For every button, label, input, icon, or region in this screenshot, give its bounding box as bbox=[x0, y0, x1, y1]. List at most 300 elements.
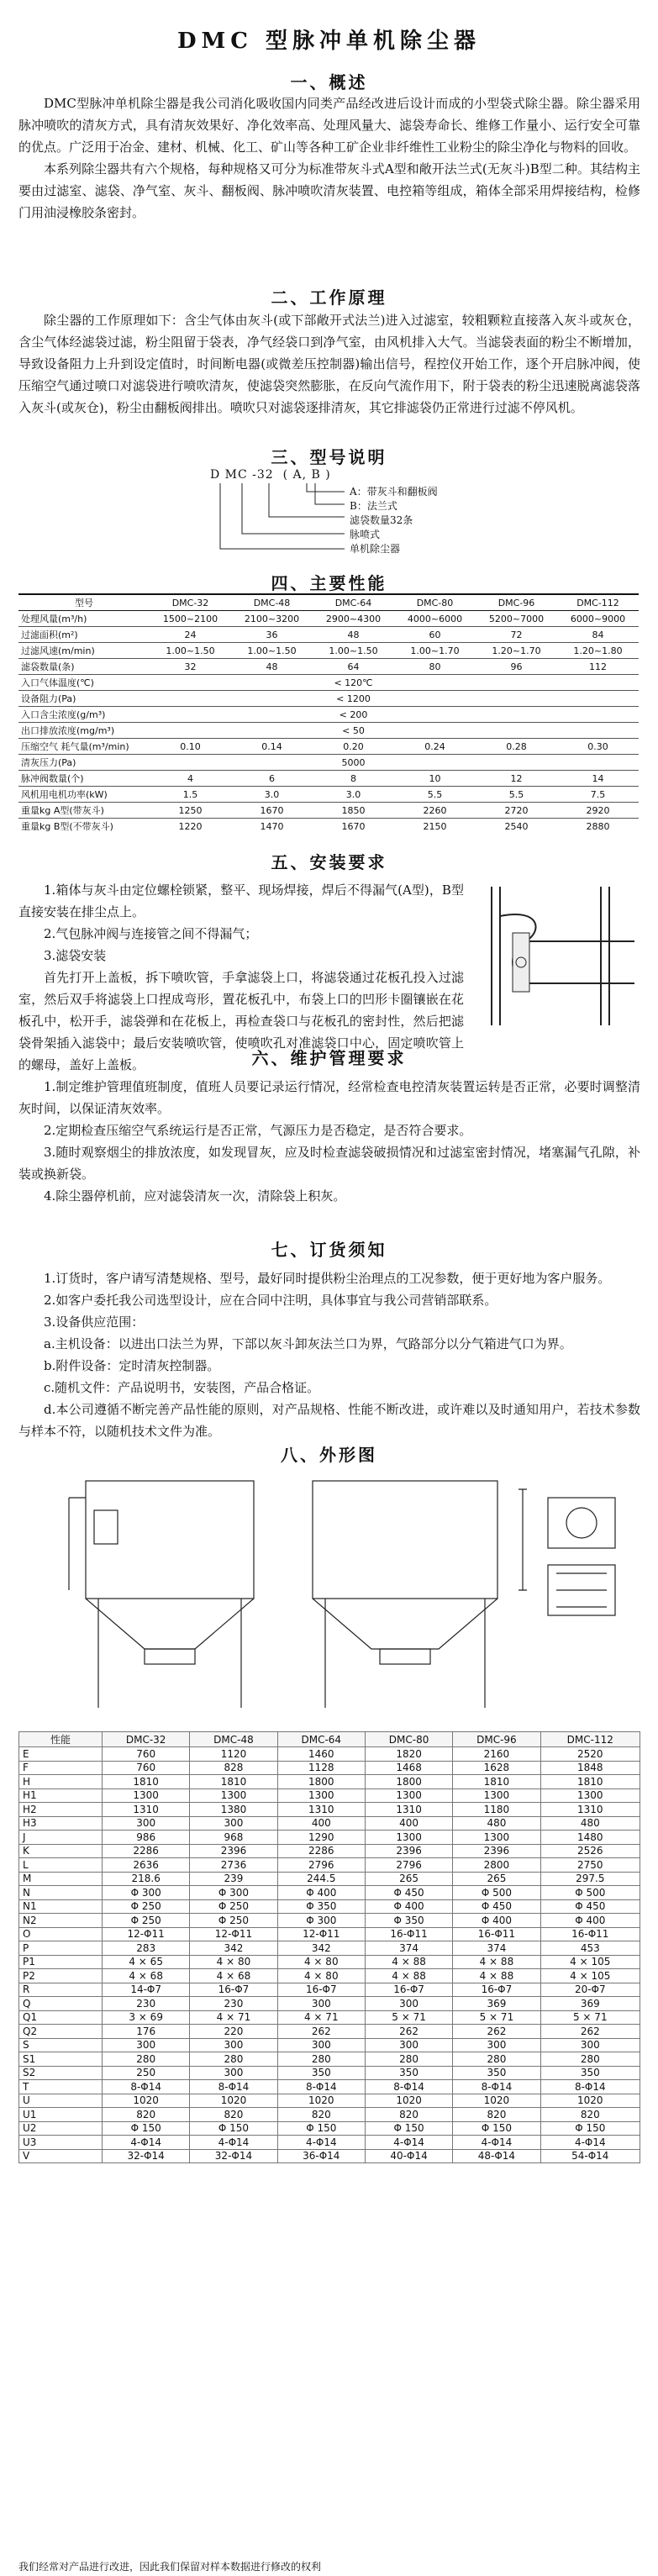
performance-row bbox=[18, 611, 639, 627]
performance-table bbox=[18, 593, 639, 834]
dimensions-cell: 250 bbox=[103, 2066, 190, 2080]
dimensions-cell: 176 bbox=[103, 2025, 190, 2039]
order-item: 2.如客户委托我公司选型设计，应在合同中注明，具体事宜与我公司营销部联系。 bbox=[44, 1293, 497, 1308]
dimensions-cell: Φ 250 bbox=[103, 1899, 190, 1914]
dimensions-cell: S bbox=[19, 2038, 103, 2052]
dimensions-cell: 1300 bbox=[103, 1788, 190, 1803]
performance-cell: 0.10 bbox=[150, 739, 231, 755]
performance-cell: 1670 bbox=[231, 803, 313, 819]
performance-row bbox=[18, 707, 639, 723]
dimensions-cell: 300 bbox=[190, 2066, 277, 2080]
performance-cell bbox=[231, 723, 313, 739]
dimensions-row bbox=[19, 1899, 640, 1914]
performance-cell bbox=[150, 675, 231, 691]
performance-cell bbox=[231, 675, 313, 691]
performance-cell bbox=[394, 691, 476, 707]
dimensions-row bbox=[19, 2094, 640, 2108]
dimensions-cell: 297.5 bbox=[540, 1872, 640, 1886]
dimensions-cell: 820 bbox=[277, 2108, 365, 2122]
performance-cell: 压缩空气 耗气量(m³/min) bbox=[18, 739, 150, 755]
performance-table-body bbox=[18, 611, 639, 835]
dimensions-cell: 20-Φ7 bbox=[540, 1983, 640, 1997]
dimensions-cell: 1820 bbox=[365, 1747, 452, 1762]
dimensions-cell: 16-Φ7 bbox=[190, 1983, 277, 1997]
dimensions-cell: 1128 bbox=[277, 1761, 365, 1775]
maintain-item: 4.除尘器停机前，应对滤袋清灰一次，清除袋上积灰。 bbox=[44, 1188, 346, 1204]
performance-cell: 2260 bbox=[394, 803, 476, 819]
performance-cell bbox=[557, 691, 639, 707]
dimensions-cell: R bbox=[19, 1983, 103, 1997]
dimensions-cell: 4 × 80 bbox=[190, 1955, 277, 1969]
section-heading-order: 七、订货须知 bbox=[271, 1240, 387, 1260]
dimensions-cell: 16-Φ11 bbox=[540, 1927, 640, 1941]
performance-cell: 重量kg B型(不带灰斗) bbox=[18, 819, 150, 835]
outline-dimensions-table bbox=[18, 1731, 640, 2163]
dimensions-cell: Φ 400 bbox=[365, 1899, 452, 1914]
dimensions-cell: 8-Φ14 bbox=[453, 2080, 540, 2094]
performance-cell: 72 bbox=[476, 627, 557, 643]
performance-cell: 5.5 bbox=[476, 787, 557, 803]
install-item: 1.箱体与灰斗由定位螺栓锁紧，整平、现场焊接，焊后不得漏气(A型)，B型直接安装在排尘点上。 bbox=[18, 882, 464, 919]
dimensions-cell: 300 bbox=[365, 2038, 452, 2052]
dimensions-row bbox=[19, 2038, 640, 2052]
maintain-item: 2.定期检查压缩空气系统运行是否正常，气源压力是否稳定，是否符合要求。 bbox=[44, 1123, 472, 1138]
dimensions-cell: 54-Φ14 bbox=[540, 2149, 640, 2163]
performance-cell: 14 bbox=[557, 771, 639, 787]
dimensions-cell: 1300 bbox=[453, 1788, 540, 1803]
dimensions-cell: 374 bbox=[365, 1941, 452, 1956]
performance-cell bbox=[476, 723, 557, 739]
dimensions-row bbox=[19, 1816, 640, 1831]
dimensions-cell: 16-Φ11 bbox=[365, 1927, 452, 1941]
dimensions-cell: 2796 bbox=[277, 1858, 365, 1873]
dimensions-cell: 1290 bbox=[277, 1831, 365, 1845]
dimensions-cell: T bbox=[19, 2080, 103, 2094]
maintain-item: 1.制定维护管理值班制度，值班人员要记录运行情况，经常检查电控清灰装置运转是否正常，必要时调整清灰时间，以保证清灰效率。 bbox=[18, 1079, 640, 1116]
dimensions-cell: 16-Φ7 bbox=[277, 1983, 365, 1997]
order-text bbox=[18, 1267, 640, 1442]
performance-header-cell: DMC-32 bbox=[150, 594, 231, 611]
dimensions-cell: 300 bbox=[365, 1997, 452, 2011]
outline-drawings bbox=[18, 1472, 640, 1725]
dimensions-cell: 1300 bbox=[365, 1831, 452, 1845]
dimensions-cell: 280 bbox=[190, 2052, 277, 2067]
dimensions-cell: Φ 400 bbox=[277, 1886, 365, 1900]
performance-cell: 清灰压力(Pa) bbox=[18, 755, 150, 771]
performance-cell: 3.0 bbox=[313, 787, 394, 803]
performance-row bbox=[18, 659, 639, 675]
dimensions-cell: 5 × 71 bbox=[540, 2010, 640, 2025]
performance-cell: 2920 bbox=[557, 803, 639, 819]
dimensions-cell: H2 bbox=[19, 1803, 103, 1817]
dimensions-cell: 2160 bbox=[453, 1747, 540, 1762]
performance-cell: 处理风量(m³/h) bbox=[18, 611, 150, 627]
maintain-text bbox=[18, 1076, 640, 1207]
dimensions-cell: 2796 bbox=[365, 1858, 452, 1873]
performance-cell: 1.00~1.50 bbox=[231, 643, 313, 659]
section-heading-maintain: 六、维护管理要求 bbox=[251, 1048, 407, 1068]
dimensions-cell: 4 × 80 bbox=[277, 1955, 365, 1969]
dimensions-cell: 350 bbox=[453, 2066, 540, 2080]
dimensions-cell: Φ 150 bbox=[365, 2121, 452, 2136]
dimensions-row bbox=[19, 1997, 640, 2011]
dimensions-cell: 1810 bbox=[453, 1775, 540, 1789]
dimensions-cell: Q1 bbox=[19, 2010, 103, 2025]
performance-cell: 0.24 bbox=[394, 739, 476, 755]
performance-cell: 1500~2100 bbox=[150, 611, 231, 627]
performance-cell bbox=[476, 691, 557, 707]
bag-installation-drawing bbox=[475, 882, 643, 1030]
dimensions-cell: 1310 bbox=[277, 1803, 365, 1817]
model-code-diagram bbox=[210, 466, 479, 567]
performance-cell: 2100~3200 bbox=[231, 611, 313, 627]
dimensions-cell: 262 bbox=[453, 2025, 540, 2039]
performance-cell: 1.00~1.50 bbox=[313, 643, 394, 659]
dimensions-cell: 400 bbox=[365, 1816, 452, 1831]
dimensions-cell: 4-Φ14 bbox=[103, 2136, 190, 2150]
dimensions-cell: Φ 250 bbox=[190, 1914, 277, 1928]
performance-cell: < 200 bbox=[313, 707, 394, 723]
dimensions-cell: 262 bbox=[277, 2025, 365, 2039]
performance-cell: 24 bbox=[150, 627, 231, 643]
dimensions-cell: H3 bbox=[19, 1816, 103, 1831]
dimensions-cell: 218.6 bbox=[103, 1872, 190, 1886]
dimensions-row bbox=[19, 2010, 640, 2025]
dimensions-cell: 220 bbox=[190, 2025, 277, 2039]
performance-cell bbox=[557, 723, 639, 739]
dimensions-cell: Φ 300 bbox=[103, 1886, 190, 1900]
dimensions-cell: 4 × 88 bbox=[365, 1955, 452, 1969]
dimensions-cell: Φ 300 bbox=[277, 1914, 365, 1928]
dimensions-cell: 820 bbox=[103, 2108, 190, 2122]
principle-paragraph: 除尘器的工作原理如下：含尘气体由灰斗(或下部敞开式法兰)进入过滤室，较粗颗粒直接落入灰斗或灰仓，含尘气体经滤袋过滤，粉尘阻留于袋表，净气经袋口到净气室，由风机排入大气。当滤袋表面的粉尘不断增加，导致设备阻力上升到设定值时，时间断电器(或微差压控制器)输出信号，程控仪开始工作，逐个开启脉冲阀，使压缩空气通过喷口对滤袋进行喷吹清灰，使滤袋突然膨胀，在反向气流作用下，附于袋表的粉尘迅速脱离滤袋落入灰斗(或灰仓)，粉尘由翻板阀排出。喷吹只对滤袋逐排清灰，其它排滤袋仍正常进行过滤不停风机。 bbox=[18, 313, 640, 415]
dimensions-cell: 12-Φ11 bbox=[277, 1927, 365, 1941]
dimensions-row bbox=[19, 1761, 640, 1775]
dimensions-cell: O bbox=[19, 1927, 103, 1941]
dimensions-row bbox=[19, 1775, 640, 1789]
performance-cell: 6000~9000 bbox=[557, 611, 639, 627]
performance-cell: 5200~7000 bbox=[476, 611, 557, 627]
dimensions-cell: 1628 bbox=[453, 1761, 540, 1775]
dimensions-cell: 8-Φ14 bbox=[103, 2080, 190, 2094]
dimensions-cell: 230 bbox=[190, 1997, 277, 2011]
performance-cell: 2540 bbox=[476, 819, 557, 835]
model-code-leader-lines bbox=[210, 466, 479, 567]
dimensions-cell: 2286 bbox=[103, 1844, 190, 1858]
performance-cell: 1850 bbox=[313, 803, 394, 819]
performance-header-row bbox=[18, 594, 639, 611]
dimensions-cell: 1380 bbox=[190, 1803, 277, 1817]
dimensions-cell: H1 bbox=[19, 1788, 103, 1803]
performance-cell: 32 bbox=[150, 659, 231, 675]
performance-cell: 10 bbox=[394, 771, 476, 787]
dimensions-cell: Φ 300 bbox=[190, 1886, 277, 1900]
install-item: 首先打开上盖板，拆下喷吹管，手拿滤袋上口，将滤袋通过花板孔投入过滤室，然后双手将滤袋上口捏成弯形，置花板孔中，布袋上口的凹形卡圈镶嵌在花板孔中，松开手，滤袋弹和在花板上，再检查袋口与花板孔的密封性，然后把滤袋骨架插入滤袋中；最后安装喷吹管，使喷吹孔对准滤袋口中心，固定喷吹管上的螺母，盖好上盖板。 bbox=[18, 970, 464, 1072]
dimensions-cell: 32-Φ14 bbox=[103, 2149, 190, 2163]
dimensions-cell: 300 bbox=[190, 2038, 277, 2052]
performance-row bbox=[18, 755, 639, 771]
performance-cell: 5000 bbox=[313, 755, 394, 771]
dimensions-row bbox=[19, 2052, 640, 2067]
dimensions-row bbox=[19, 2149, 640, 2163]
dimensions-cell: 4 × 105 bbox=[540, 1955, 640, 1969]
dimensions-cell: 1020 bbox=[365, 2094, 452, 2108]
dimensions-cell: 1300 bbox=[540, 1788, 640, 1803]
dimensions-row bbox=[19, 1941, 640, 1956]
dimensions-cell: Φ 150 bbox=[453, 2121, 540, 2136]
dimensions-cell: Φ 500 bbox=[540, 1886, 640, 1900]
model-note: 滤袋数量32条 bbox=[350, 514, 413, 526]
performance-cell: 48 bbox=[231, 659, 313, 675]
performance-cell bbox=[150, 723, 231, 739]
dimensions-cell: 1800 bbox=[365, 1775, 452, 1789]
dimensions-cell: 4-Φ14 bbox=[190, 2136, 277, 2150]
performance-row bbox=[18, 771, 639, 787]
dimensions-cell: Φ 250 bbox=[103, 1914, 190, 1928]
order-item: a.主机设备：以进出口法兰为界，下部以灰斗卸灰法兰口为界，气路部分以分气箱进气口为界。 bbox=[44, 1336, 572, 1351]
dimensions-cell: 1020 bbox=[277, 2094, 365, 2108]
dimensions-cell: 4 × 105 bbox=[540, 1969, 640, 1983]
performance-cell: 1.20~1.80 bbox=[557, 643, 639, 659]
install-item: 3.滤袋安装 bbox=[44, 948, 107, 963]
dimensions-cell: H bbox=[19, 1775, 103, 1789]
order-item: c.随机文件：产品说明书，安装图，产品合格证。 bbox=[44, 1380, 320, 1395]
performance-cell: 0.28 bbox=[476, 739, 557, 755]
performance-cell bbox=[394, 707, 476, 723]
dimensions-cell: 1300 bbox=[190, 1788, 277, 1803]
performance-cell: 1.20~1.70 bbox=[476, 643, 557, 659]
dimensions-cell: 2750 bbox=[540, 1858, 640, 1873]
performance-cell: 0.20 bbox=[313, 739, 394, 755]
dimensions-cell: 1810 bbox=[540, 1775, 640, 1789]
overview-text bbox=[18, 92, 640, 224]
performance-cell bbox=[231, 707, 313, 723]
performance-cell: 1.00~1.70 bbox=[394, 643, 476, 659]
performance-cell: 8 bbox=[313, 771, 394, 787]
performance-header-cell: DMC-80 bbox=[394, 594, 476, 611]
performance-cell bbox=[476, 755, 557, 771]
performance-cell: 滤袋数量(条) bbox=[18, 659, 150, 675]
performance-cell: 84 bbox=[557, 627, 639, 643]
dimensions-row bbox=[19, 1872, 640, 1886]
dimensions-cell: F bbox=[19, 1761, 103, 1775]
model-notes bbox=[350, 485, 438, 556]
dimensions-cell: U2 bbox=[19, 2121, 103, 2136]
model-note: B：法兰式 bbox=[350, 500, 397, 512]
dimensions-row bbox=[19, 1788, 640, 1803]
dimensions-cell: 8-Φ14 bbox=[190, 2080, 277, 2094]
performance-row bbox=[18, 643, 639, 659]
model-code: D MC -32 ( A, B ) bbox=[210, 468, 331, 482]
performance-cell: 2900~4300 bbox=[313, 611, 394, 627]
dimensions-header-cell: DMC-80 bbox=[365, 1732, 452, 1747]
performance-cell: 60 bbox=[394, 627, 476, 643]
dimensions-cell: Φ 500 bbox=[453, 1886, 540, 1900]
performance-row bbox=[18, 627, 639, 643]
dimensions-cell: 453 bbox=[540, 1941, 640, 1956]
dimensions-row bbox=[19, 2108, 640, 2122]
dimensions-table-body bbox=[19, 1747, 640, 2163]
performance-cell: < 120℃ bbox=[313, 675, 394, 691]
dimensions-cell: 4 × 68 bbox=[190, 1969, 277, 1983]
dimensions-cell: 480 bbox=[540, 1816, 640, 1831]
dimensions-cell: 2396 bbox=[190, 1844, 277, 1858]
dimensions-cell: 986 bbox=[103, 1831, 190, 1845]
dimensions-cell: 2636 bbox=[103, 1858, 190, 1873]
dimensions-cell: 4 × 65 bbox=[103, 1955, 190, 1969]
performance-cell: 重量kg A型(带灰斗) bbox=[18, 803, 150, 819]
dimensions-cell: 4 × 80 bbox=[277, 1969, 365, 1983]
dimensions-cell: Φ 450 bbox=[453, 1899, 540, 1914]
performance-cell bbox=[557, 755, 639, 771]
performance-cell: 2880 bbox=[557, 819, 639, 835]
performance-cell: 4000~6000 bbox=[394, 611, 476, 627]
dimensions-cell: 4 × 71 bbox=[190, 2010, 277, 2025]
section-heading-install: 五、安装要求 bbox=[271, 852, 387, 872]
dimensions-cell: 820 bbox=[190, 2108, 277, 2122]
performance-cell: 设备阻力(Pa) bbox=[18, 691, 150, 707]
dimensions-cell: 760 bbox=[103, 1761, 190, 1775]
dimensions-row bbox=[19, 1858, 640, 1873]
performance-cell: < 50 bbox=[313, 723, 394, 739]
dimensions-row bbox=[19, 1927, 640, 1941]
dimensions-cell: 40-Φ14 bbox=[365, 2149, 452, 2163]
dimensions-cell: 300 bbox=[453, 2038, 540, 2052]
performance-cell: 1.00~1.50 bbox=[150, 643, 231, 659]
dimensions-cell: 3 × 69 bbox=[103, 2010, 190, 2025]
dimensions-cell: 300 bbox=[190, 1816, 277, 1831]
performance-header-cell: DMC-48 bbox=[231, 594, 313, 611]
performance-cell bbox=[394, 675, 476, 691]
dimensions-header-cell: DMC-112 bbox=[540, 1732, 640, 1747]
dimensions-row bbox=[19, 1886, 640, 1900]
overview-paragraph-1: DMC型脉冲单机除尘器是我公司消化吸收国内同类产品经改进后设计而成的小型袋式除尘器。除尘器采用脉冲喷吹的清灰方式，具有清灰效果好、净化效率高、处理风量大、滤袋寿命长、维修工作量小、运行安全可靠的优点。广泛用于冶金、建材、机械、化工、矿山等各种工矿企业非纤维性工业粉尘的除尘净化与物料的回收。 bbox=[18, 96, 640, 155]
dimensions-header-cell: DMC-32 bbox=[103, 1732, 190, 1747]
dimensions-cell: 1310 bbox=[365, 1803, 452, 1817]
performance-header-cell: DMC-112 bbox=[557, 594, 639, 611]
performance-cell: 64 bbox=[313, 659, 394, 675]
section-heading-overview: 一、概述 bbox=[290, 72, 368, 92]
performance-cell: 4 bbox=[150, 771, 231, 787]
dimensions-cell: 265 bbox=[365, 1872, 452, 1886]
performance-cell bbox=[394, 755, 476, 771]
section-heading-principle: 二、工作原理 bbox=[271, 287, 387, 308]
dimensions-cell: 16-Φ7 bbox=[365, 1983, 452, 1997]
dimensions-row bbox=[19, 1803, 640, 1817]
dimensions-header-cell: 性能 bbox=[19, 1732, 103, 1747]
performance-row bbox=[18, 803, 639, 819]
performance-row bbox=[18, 787, 639, 803]
overview-paragraph-2: 本系列除尘器共有六个规格，每种规格又可分为标准带灰斗式A型和敞开法兰式(无灰斗)B型二种。其结构主要由过滤室、滤袋、净气室、灰斗、翻板阀、脉冲喷吹清灰装置、电控箱等组成，箱体全部采用焊接结构，检修门用油浸橡胶条密封。 bbox=[18, 161, 640, 220]
dimensions-cell: Q bbox=[19, 1997, 103, 2011]
dimensions-cell: 1300 bbox=[453, 1831, 540, 1845]
dimensions-cell: S2 bbox=[19, 2066, 103, 2080]
performance-row bbox=[18, 819, 639, 835]
dimensions-cell: 1460 bbox=[277, 1747, 365, 1762]
dimensions-cell: P bbox=[19, 1941, 103, 1956]
performance-cell: 2720 bbox=[476, 803, 557, 819]
performance-cell: 1470 bbox=[231, 819, 313, 835]
performance-cell: 过滤面积(m²) bbox=[18, 627, 150, 643]
dimensions-cell: N bbox=[19, 1886, 103, 1900]
performance-cell: 1670 bbox=[313, 819, 394, 835]
dimensions-cell: 2396 bbox=[365, 1844, 452, 1858]
performance-cell: 5.5 bbox=[394, 787, 476, 803]
dimensions-header-cell: DMC-48 bbox=[190, 1732, 277, 1747]
dimensions-cell: 1020 bbox=[103, 2094, 190, 2108]
performance-cell: 风机用电机功率(kW) bbox=[18, 787, 150, 803]
dimensions-cell: Φ 150 bbox=[103, 2121, 190, 2136]
dimensions-cell: 1480 bbox=[540, 1831, 640, 1845]
performance-cell bbox=[394, 723, 476, 739]
dimensions-header-row bbox=[19, 1732, 640, 1747]
performance-cell: 2150 bbox=[394, 819, 476, 835]
dimensions-cell: Φ 350 bbox=[365, 1914, 452, 1928]
order-item: 1.订货时，客户请写清楚规格、型号，最好同时提供粉尘治理点的工况参数，便于更好地为客户服务。 bbox=[44, 1271, 611, 1286]
performance-cell bbox=[476, 675, 557, 691]
dimensions-cell: 1310 bbox=[103, 1803, 190, 1817]
performance-cell: 6 bbox=[231, 771, 313, 787]
dimensions-cell: 374 bbox=[453, 1941, 540, 1956]
performance-header-cell: DMC-64 bbox=[313, 594, 394, 611]
performance-cell bbox=[150, 691, 231, 707]
dimensions-cell: 1020 bbox=[453, 2094, 540, 2108]
dimensions-cell: 1310 bbox=[540, 1803, 640, 1817]
order-item: d.本公司遵循不断完善产品性能的原则，对产品规格、性能不断改进，或许难以及时通知用户，若技术参数与样本不符，以随机技术文件为准。 bbox=[18, 1402, 640, 1439]
performance-cell bbox=[150, 755, 231, 771]
dimensions-cell: 4-Φ14 bbox=[453, 2136, 540, 2150]
dimensions-row bbox=[19, 2025, 640, 2039]
dimensions-cell: Φ 350 bbox=[277, 1899, 365, 1914]
dimensions-row bbox=[19, 2066, 640, 2080]
performance-cell bbox=[476, 707, 557, 723]
dimensions-cell: Φ 450 bbox=[540, 1899, 640, 1914]
performance-cell: 96 bbox=[476, 659, 557, 675]
dimensions-cell: N1 bbox=[19, 1899, 103, 1914]
dimensions-cell: 262 bbox=[365, 2025, 452, 2039]
dimensions-cell: 300 bbox=[540, 2038, 640, 2052]
footer-note: 我们经常对产品进行改进，因此我们保留对样本数据进行修改的权利 bbox=[18, 2561, 322, 2573]
dimensions-cell: 369 bbox=[540, 1997, 640, 2011]
section-heading-outline: 八、外形图 bbox=[281, 1445, 377, 1465]
dimensions-cell: 480 bbox=[453, 1816, 540, 1831]
dimensions-cell: Φ 150 bbox=[540, 2121, 640, 2136]
dimensions-cell: 1848 bbox=[540, 1761, 640, 1775]
dimensions-cell: 265 bbox=[453, 1872, 540, 1886]
dimensions-cell: 8-Φ14 bbox=[365, 2080, 452, 2094]
dimensions-cell: 1810 bbox=[190, 1775, 277, 1789]
dimensions-cell: 342 bbox=[190, 1941, 277, 1956]
performance-cell: 48 bbox=[313, 627, 394, 643]
dimensions-cell: 14-Φ7 bbox=[103, 1983, 190, 1997]
dimensions-cell: Φ 250 bbox=[190, 1899, 277, 1914]
dimensions-cell: Φ 150 bbox=[277, 2121, 365, 2136]
dimensions-cell: 4 × 88 bbox=[453, 1955, 540, 1969]
dimensions-cell: 400 bbox=[277, 1816, 365, 1831]
dimensions-cell: 1020 bbox=[190, 2094, 277, 2108]
dimensions-cell: 369 bbox=[453, 1997, 540, 2011]
performance-cell bbox=[231, 691, 313, 707]
dimensions-cell: L bbox=[19, 1858, 103, 1873]
performance-header-cell: DMC-96 bbox=[476, 594, 557, 611]
dimensions-cell: U bbox=[19, 2094, 103, 2108]
performance-cell: 80 bbox=[394, 659, 476, 675]
dimensions-cell: 2800 bbox=[453, 1858, 540, 1873]
dimensions-cell: 350 bbox=[277, 2066, 365, 2080]
dimensions-cell: 244.5 bbox=[277, 1872, 365, 1886]
dimensions-cell: 2736 bbox=[190, 1858, 277, 1873]
performance-cell bbox=[231, 755, 313, 771]
